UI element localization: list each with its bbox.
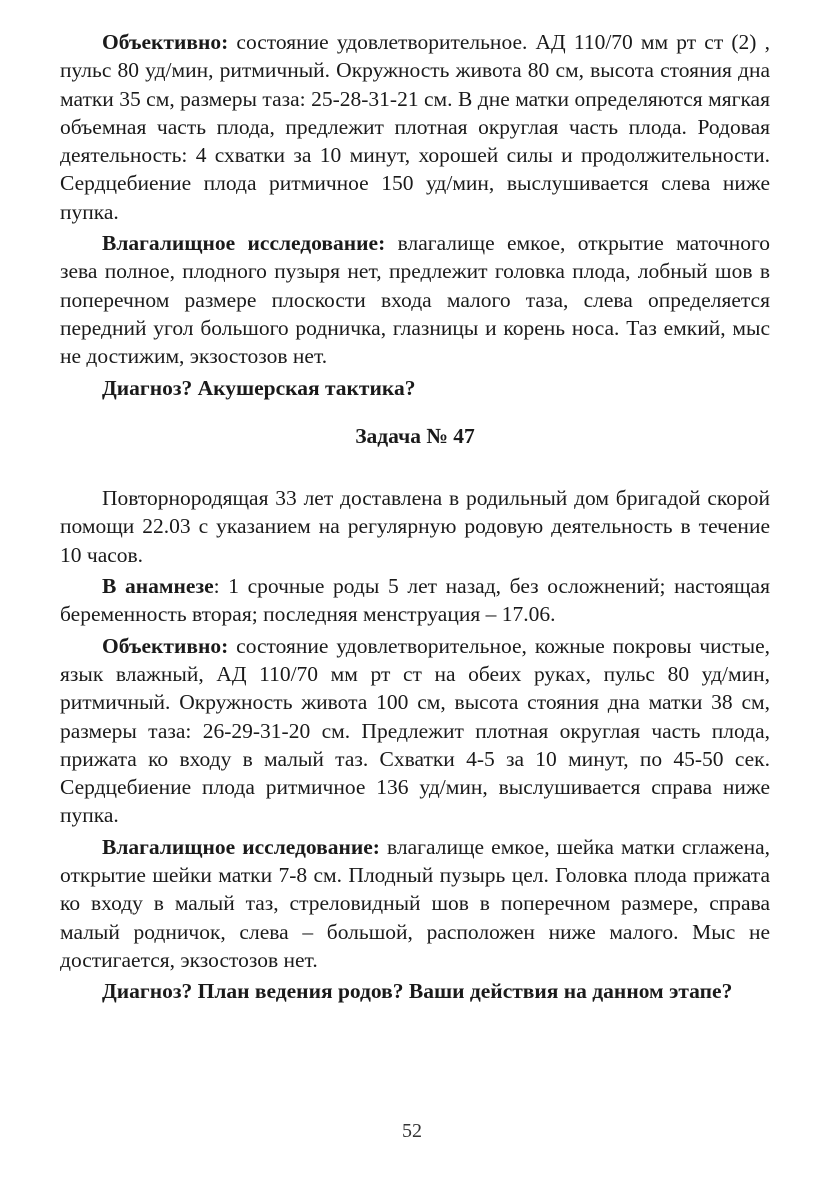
page-number: 52: [402, 1120, 422, 1142]
anamnesis-paragraph: [60, 572, 770, 629]
document-page: [60, 28, 770, 1006]
anamnesis-lead: В анамнезе: [102, 574, 214, 599]
prev-exam-paragraph: [60, 28, 770, 226]
task-intro: Повторнородящая 33 лет доставлена в родильный дом бригадой скорой помощи 22.03 с указанием на регулярную родовую деятельность в течение 10 часов.: [60, 486, 770, 567]
task-question: Диагноз? План ведения родов? Ваши действия на данном этапе?: [102, 979, 733, 1004]
exam-text: состояние удовлетворительное, кожные покровы чистые, язык влажный, АД 110/70 мм рт ст на обеих руках, пульс 80 уд/мин, ритмичный. Окружность живота 100 см, высота стояния дна матки 38 см, размеры таза: 26-29-31-20 см. Предлежит плотная округлая часть плода, прижата ко входу в малый таз. Схватки 4-5 за 10 минут, по 45-50 сек. Сердцебиение плода ритмичное 136 уд/мин, выслушивается справа ниже пупка.: [60, 633, 770, 828]
vaginal-text: влагалище емкое, шейка матки сглажена, открытие шейки матки 7-8 см. Плодный пузырь цел. Головка плода прижата ко входу в малый таз, стреловидный шов в поперечном размере, справа малый родничок, слева – большой, расположен ниже малого. Мыс не достигается, экзостозов нет.: [60, 834, 770, 972]
task-heading: Задача № 47: [355, 423, 475, 448]
prev-exam-text: состояние удовлетворительное. АД 110/70 мм рт ст (2) , пульс 80 уд/мин, ритмичный. Окружность живота 80 см, высота стояния дна матки 35 см, размеры таза: 25-28-31-21 см. В дне матки определяются мягкая объемная часть плода, предлежит плотная округлая часть плода. Родовая деятельность: 4 схватки за 10 минут, хорошей силы и продолжительности. Сердцебиение плода ритмичное 150 уд/мин, выслушивается слева ниже пупка.: [60, 30, 770, 224]
exam-lead: Объективно:: [102, 633, 229, 658]
vaginal-paragraph: [60, 833, 770, 974]
prev-exam-lead: Объективно:: [102, 30, 229, 54]
prev-question: Диагноз? Акушерская тактика?: [102, 375, 416, 400]
prev-vaginal-paragraph: [60, 229, 770, 370]
vaginal-lead: Влагалищное исследование:: [102, 834, 380, 859]
exam-paragraph: [60, 632, 770, 830]
anamnesis-text: : 1 срочные роды 5 лет назад, без осложнений; настоящая беременность вторая; последняя менструация – 17.06.: [60, 574, 770, 627]
prev-vaginal-lead: Влагалищное исследование:: [102, 231, 386, 256]
prev-vaginal-text: влагалище емкое, открытие маточного зева полное, плодного пузыря нет, предлежит головка плода, лобный шов в поперечном размере плоскости входа малого таза, слева определяется передний угол большого родничка, глазницы и корень носа. Таз емкий, мыс не достижим, экзостозов нет.: [60, 231, 770, 369]
